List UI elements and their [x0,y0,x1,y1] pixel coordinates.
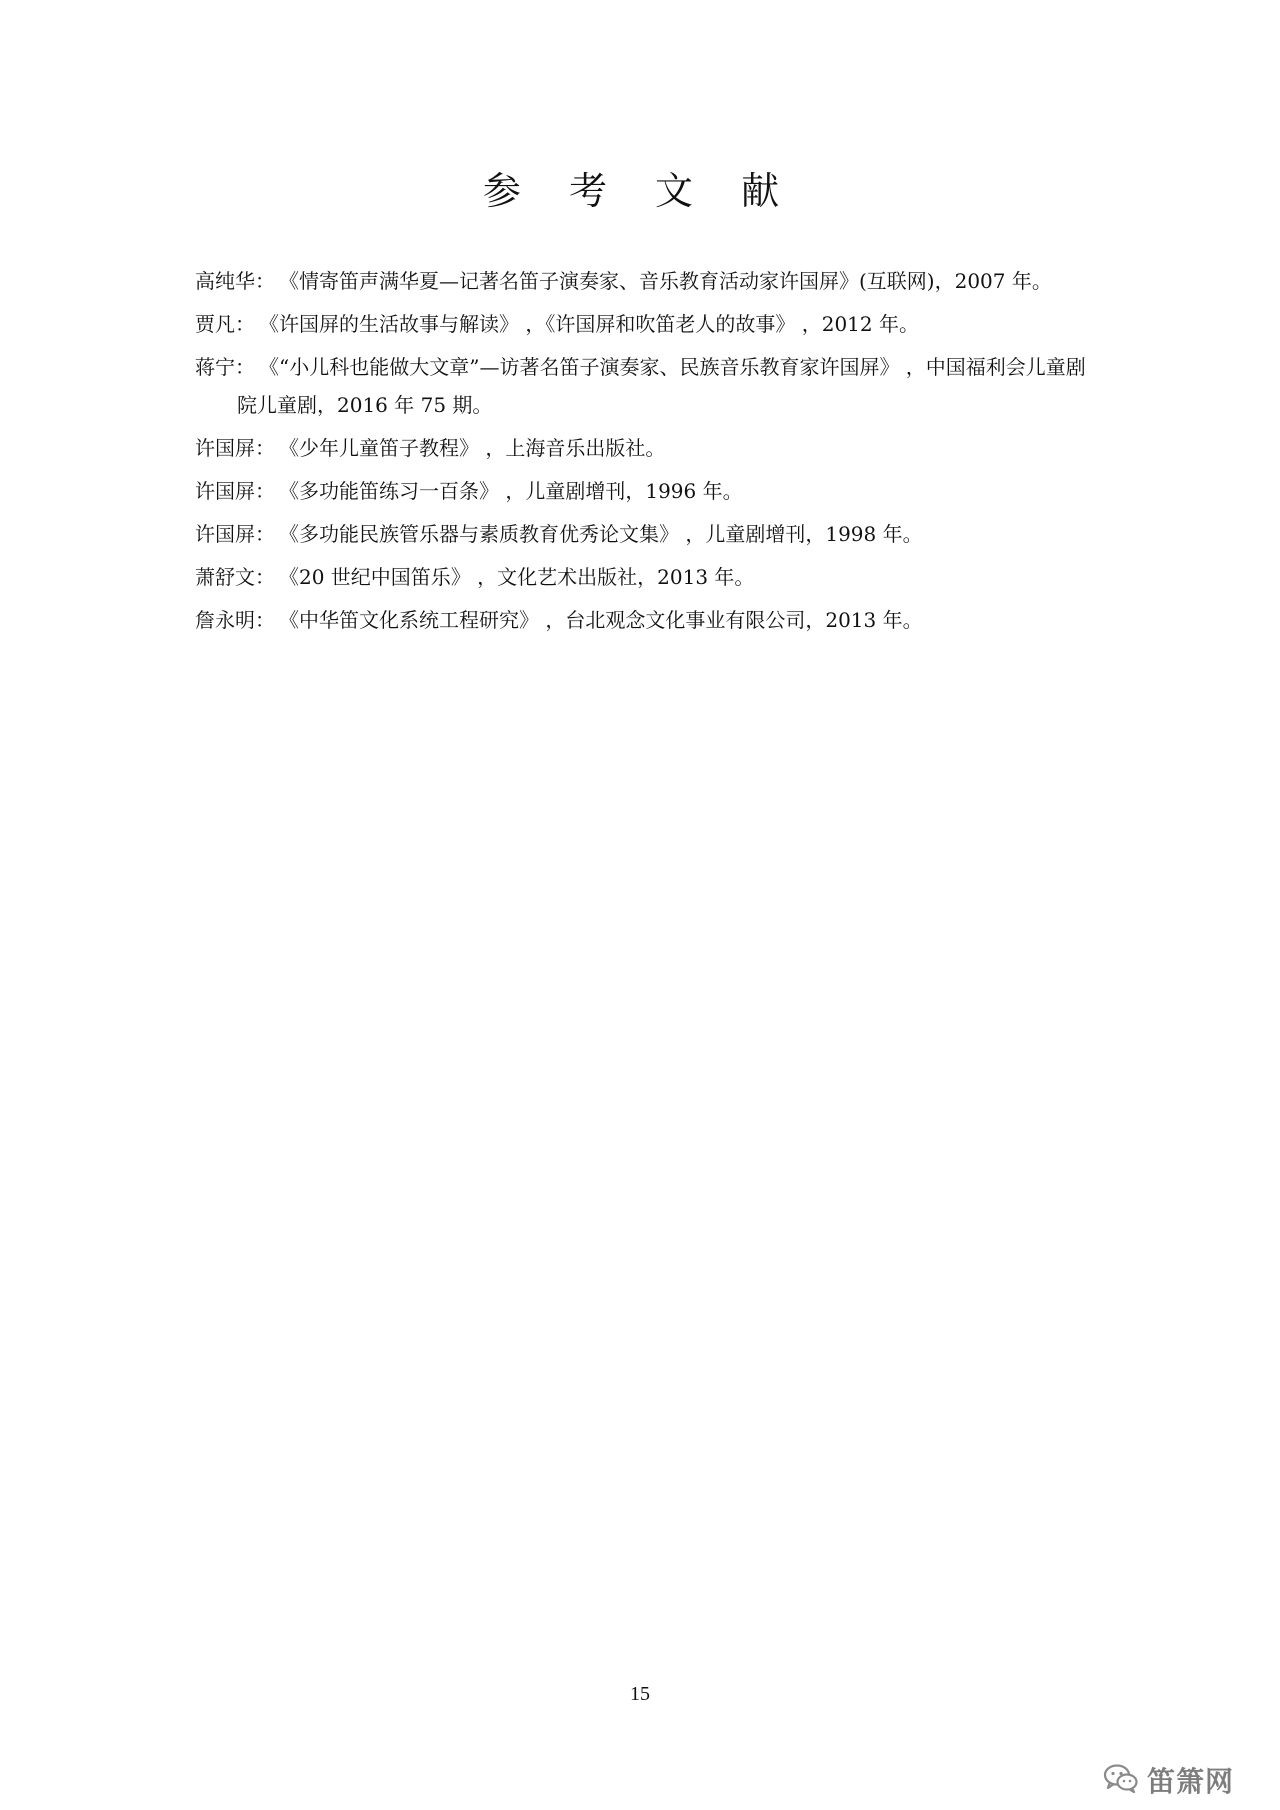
reference-item [195,348,1090,424]
reference-work: 《许国屏的生活故事与解读》 ，《许国屏和吹笛老人的故事》 ，2012 年。 [269,312,919,336]
reference-list [195,262,1090,644]
reference-author: 贾凡： [195,312,255,336]
reference-author: 许国屏： [195,522,275,546]
reference-author: 蒋宁： [195,355,255,379]
reference-author: 詹永明： [195,608,275,632]
wechat-icon [1103,1763,1139,1797]
page-number: 15 [630,1683,650,1705]
reference-author: 许国屏： [195,479,275,503]
reference-author: 许国屏： [195,436,275,460]
reference-work: 《情寄笛声满华夏—记著名笛子演奏家、音乐教育活动家许国屏》(互联网)，2007 年。 [289,269,1052,293]
reference-item [195,515,1090,553]
watermark-text: 笛箫网 [1147,1765,1235,1798]
reference-item [195,472,1090,510]
reference-item [195,429,1090,467]
page-title: 参 考 文 献 [482,169,798,213]
reference-item [195,558,1090,596]
reference-author: 萧舒文： [195,565,275,589]
reference-work: 《20 世纪中国笛乐》 ，文化艺术出版社，2013 年。 [289,565,755,589]
reference-work: 《中华笛文化系统工程研究》 ，台北观念文化事业有限公司，2013 年。 [289,608,923,632]
reference-item [195,262,1090,300]
reference-work: 《多功能笛练习一百条》 ，儿童剧增刊，1996 年。 [289,479,743,503]
reference-work: 《“小儿科也能做大文章”—访著名笛子演奏家、民族音乐教育家许国屏》 ，中国福利会儿童剧院儿童剧，2016 年 75 期。 [237,355,1086,417]
reference-work: 《少年儿童笛子教程》 ，上海音乐出版社。 [289,436,666,460]
watermark [1103,1762,1234,1798]
reference-item [195,601,1090,639]
reference-author: 高纯华： [195,269,275,293]
reference-work: 《多功能民族管乐器与素质教育优秀论文集》 ，儿童剧增刊，1998 年。 [289,522,923,546]
reference-item [195,305,1090,343]
